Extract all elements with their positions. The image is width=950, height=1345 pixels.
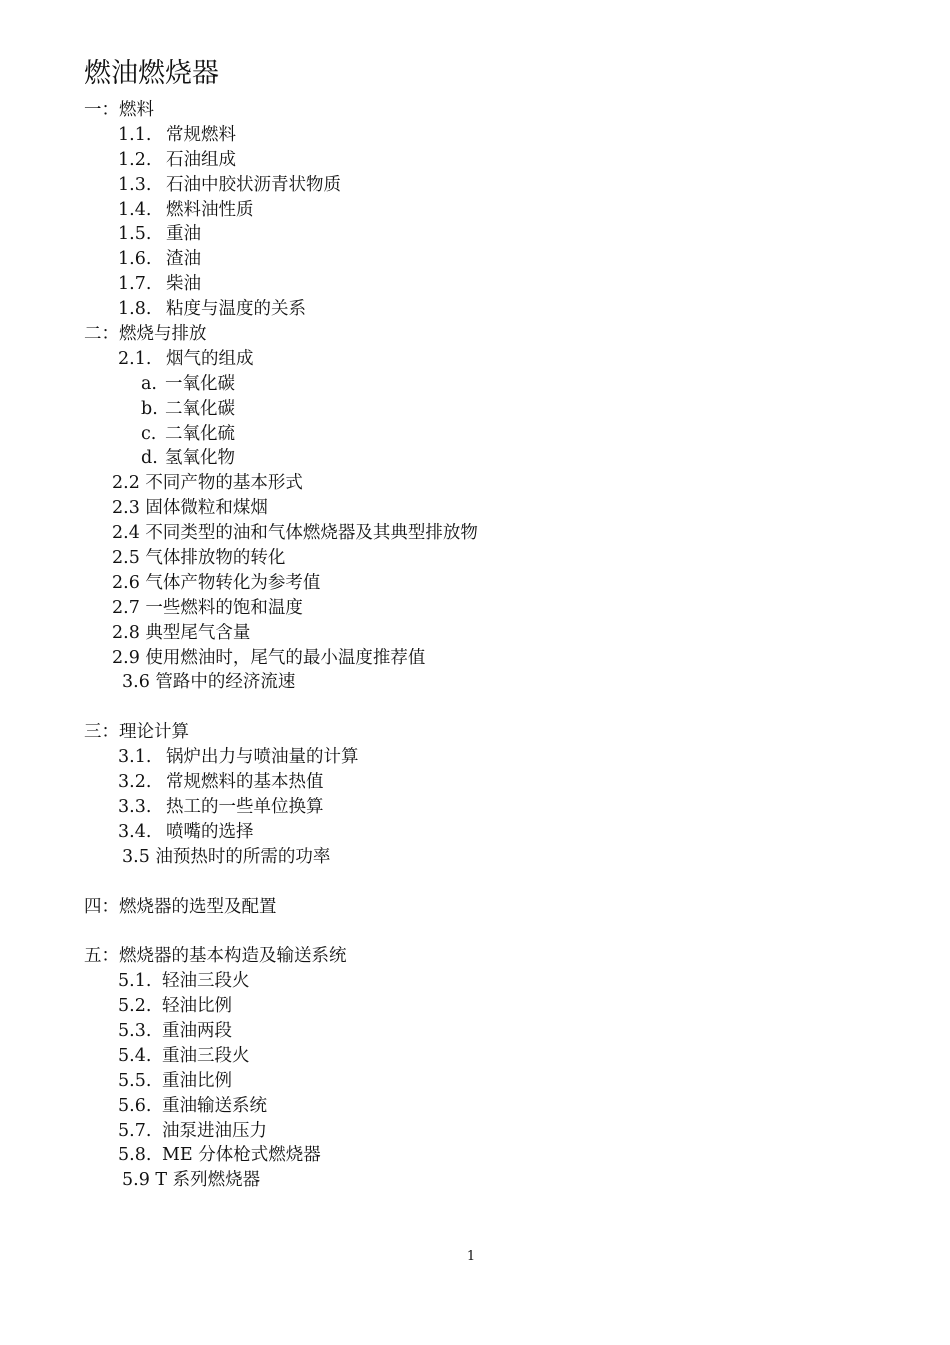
toc-item-label: 油泵进油压力 [162,1120,267,1141]
toc-item-number: 3.2. [118,772,152,793]
section-heading-selection: 四：燃烧器的选型及配置 [84,896,277,917]
toc-item-number: 5.7. [118,1120,152,1141]
toc-item-label: 锅炉出力与喷油量的计算 [166,747,359,768]
toc-item: 3.5 油预热时的所需的功率 [122,846,331,867]
toc-subitem [0,397,950,422]
toc-item-number: 3.3. [118,796,152,817]
toc-item: 2.5 气体排放物的转化 [112,548,286,569]
toc-item [0,745,950,770]
toc-item: 2.8 典型尾气含量 [112,622,251,643]
section-heading-calculation: 三：理论计算 [84,722,189,743]
toc-item-number: 1.6. [118,249,152,270]
toc-item [0,969,950,994]
toc-item-number: 1.3. [118,174,152,195]
toc-item [0,1119,950,1144]
toc-item [0,1019,950,1044]
toc-item-label: 柴油 [166,274,201,295]
toc-item-label: 重油两段 [162,1020,232,1041]
toc-item-label: 重油比例 [162,1070,232,1091]
toc-item [0,347,950,372]
section-heading-structure: 五：燃烧器的基本构造及输送系统 [84,946,347,967]
toc-item-number: 5.1. [118,971,152,992]
toc-subitem-label: 二氧化硫 [165,423,235,444]
toc-item-label: 石油组成 [166,149,236,170]
toc-item-label: 轻油比例 [162,996,232,1017]
toc-item-number: 5.3. [118,1020,152,1041]
toc-item [0,123,950,148]
toc-item: 2.2 不同产物的基本形式 [112,473,303,494]
toc-item-number: 2.1. [118,348,152,369]
toc-item-number: 5.4. [118,1045,152,1066]
table-of-contents [0,98,950,1193]
toc-subitem-label: 一氧化碳 [165,373,235,394]
toc-item-number: 5.2. [118,996,152,1017]
toc-item-number: 5.8. [118,1145,152,1166]
toc-item [0,1069,950,1094]
toc-item-label: 喷嘴的选择 [166,821,254,842]
section-heading-fuel: 一：燃料 [84,100,154,120]
toc-item-number: 3.4. [118,821,152,842]
toc-item-number: 3.1. [118,747,152,768]
toc-item-number: 1.1. [118,124,152,145]
toc-item [0,820,950,845]
toc-item-number: 5.6. [118,1095,152,1116]
toc-item [0,795,950,820]
page-number: 1 [466,1249,476,1264]
toc-item: 5.9 T 系列燃烧器 [122,1170,261,1191]
toc-item-label: 石油中胶状沥青状物质 [166,174,341,195]
toc-item-number: 1.5. [118,224,152,245]
toc-subitem-label: 氢氧化物 [165,448,235,469]
toc-item-label: 热工的一些单位换算 [166,796,324,817]
document-title: 燃油燃烧器 [84,58,219,89]
toc-item-number: 5.5. [118,1070,152,1091]
toc-subitem [0,446,950,471]
spacer [0,870,950,895]
toc-item: 2.6 气体产物转化为参考值 [112,572,321,593]
spacer [0,919,950,944]
toc-item [0,1094,950,1119]
toc-item [0,1044,950,1069]
toc-subitem [0,372,950,397]
toc-subitem-letter: b. [141,398,158,419]
toc-item [0,297,950,322]
toc-item: 2.3 固体微粒和煤烟 [112,498,268,519]
toc-item [0,148,950,173]
toc-item: 2.4 不同类型的油和气体燃烧器及其典型排放物 [112,523,478,544]
toc-item-label: 轻油三段火 [162,971,250,992]
toc-item-label: 重油三段火 [162,1045,250,1066]
toc-subitem-label: 二氧化碳 [165,398,235,419]
toc-subitem-letter: d. [141,448,158,469]
toc-item: 2.9 使用燃油时，尾气的最小温度推荐值 [112,647,426,668]
toc-subitem-letter: c. [141,423,157,444]
toc-item-label: 重油输送系统 [162,1095,267,1116]
toc-item-label: 重油 [166,224,201,245]
toc-item [0,222,950,247]
toc-item-label: 渣油 [166,249,201,270]
toc-item-label: 烟气的组成 [166,348,254,369]
toc-item-label: 粘度与温度的关系 [166,299,306,320]
toc-item-label: 燃料油性质 [166,199,254,220]
toc-item-label: 常规燃料 [166,124,236,145]
toc-item-label: ME 分体枪式燃烧器 [162,1145,321,1166]
toc-item [0,1143,950,1168]
toc-item [0,198,950,223]
toc-item-label: 常规燃料的基本热值 [166,772,324,793]
toc-item-number: 1.4. [118,199,152,220]
toc-item-number: 1.2. [118,149,152,170]
page-footer [0,1248,950,1266]
toc-item [0,994,950,1019]
toc-item [0,272,950,297]
toc-subitem [0,422,950,447]
toc-item-number: 1.7. [118,274,152,295]
toc-item: 2.7 一些燃料的饱和温度 [112,597,303,618]
toc-item [0,173,950,198]
toc-item-number: 1.8. [118,299,152,320]
section-heading-combustion: 二：燃烧与排放 [84,324,207,345]
spacer [0,695,950,720]
toc-item [0,247,950,272]
toc-subitem-letter: a. [141,373,157,394]
toc-item [0,770,950,795]
toc-item: 3.6 管路中的经济流速 [122,672,296,693]
